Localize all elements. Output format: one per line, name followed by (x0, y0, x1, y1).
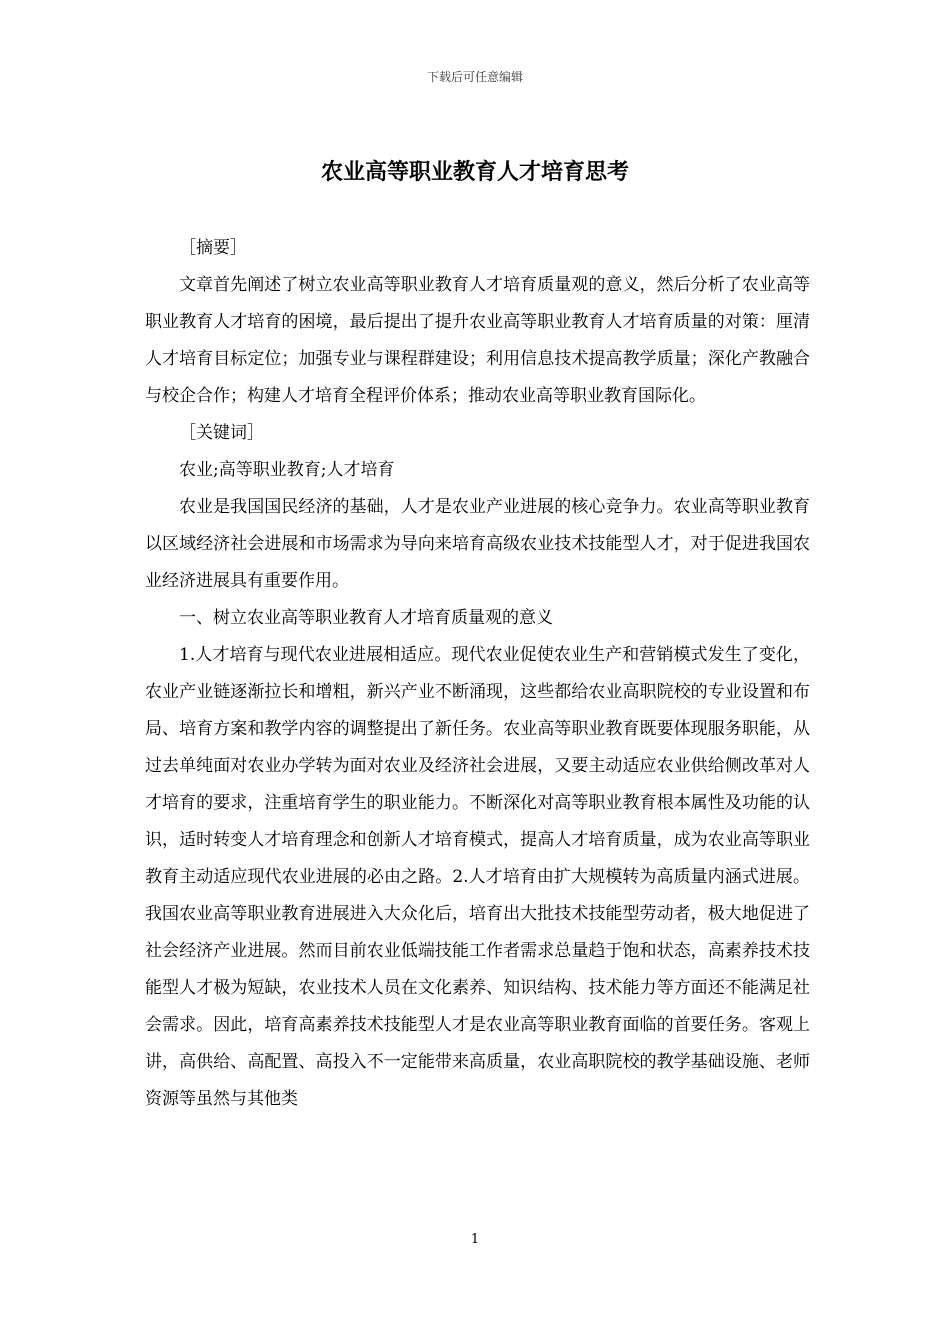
keywords-label: ［关键词］ (179, 423, 264, 443)
intro-paragraph: 农业是我国国民经济的基础，人才是农业产业进展的核心竞争力。农业高等职业教育以区域经济社会进展和市场需求为导向来培育高级农业技术技能型人才，对于促进我国农业经济进展具有重要作用。 (145, 497, 810, 591)
section-paragraph: 1.人才培育与现代农业进展相适应。现代农业促使农业生产和营销模式发生了变化，农业产业链逐渐拉长和增粗，新兴产业不断涌现，这些都给农业高职院校的专业设置和布局、培育方案和教学内容的调整提出了新任务。农业高等职业教育既要体现服务职能，从过去单纯面对农业办学转为面对农业及经济社会进展，又要主动适应农业供给侧改革对人才培育的要求，注重培育学生的职业能力。不断深化对高等职业教育根本属性及功能的认识，适时转变人才培育理念和创新人才培育模式，提高人才培育质量，成为农业高等职业教育主动适应现代农业进展的必由之路。2.人才培育由扩大规模转为高质量内涵式进展。我国农业高等职业教育进展进入大众化后，培育出大批技术技能型劳动者，极大地促进了社会经济产业进展。然而目前农业低端技能工作者需求总量趋于饱和状态，高素养技术技能型人才极为短缺，农业技术人员在文化素养、知识结构、技术能力等方面还不能满足社会需求。因此，培育高素养技术技能型人才是农业高等职业教育面临的首要任务。客观上讲，高供给、高配置、高投入不一定能带来高质量，农业高职院校的教学基础设施、老师资源等虽然与其他类 (145, 645, 810, 1109)
document-title: 农业高等职业教育人才培育思考 (320, 159, 629, 185)
section-heading: 一、树立农业高等职业教育人才培育质量观的意义 (179, 608, 553, 628)
header-note: 下载后可任意编辑 (426, 70, 523, 84)
abstract-text: 文章首先阐述了树立农业高等职业教育人才培育质量观的意义，然后分析了农业高等职业教育人才培育的困境，最后提出了提升农业高等职业教育人才培育质量的对策：厘清人才培育目标定位；加强专业与课程群建设；利用信息技术提高教学质量；深化产教融合与校企合作；构建人才培育全程评价体系；推动农业高等职业教育国际化。 (145, 275, 810, 406)
document-body (145, 230, 810, 1118)
keywords-text: 农业;高等职业教育;人才培育 (179, 460, 395, 480)
abstract-label: ［摘要］ (179, 238, 247, 258)
page-number: 1 (470, 1232, 480, 1247)
